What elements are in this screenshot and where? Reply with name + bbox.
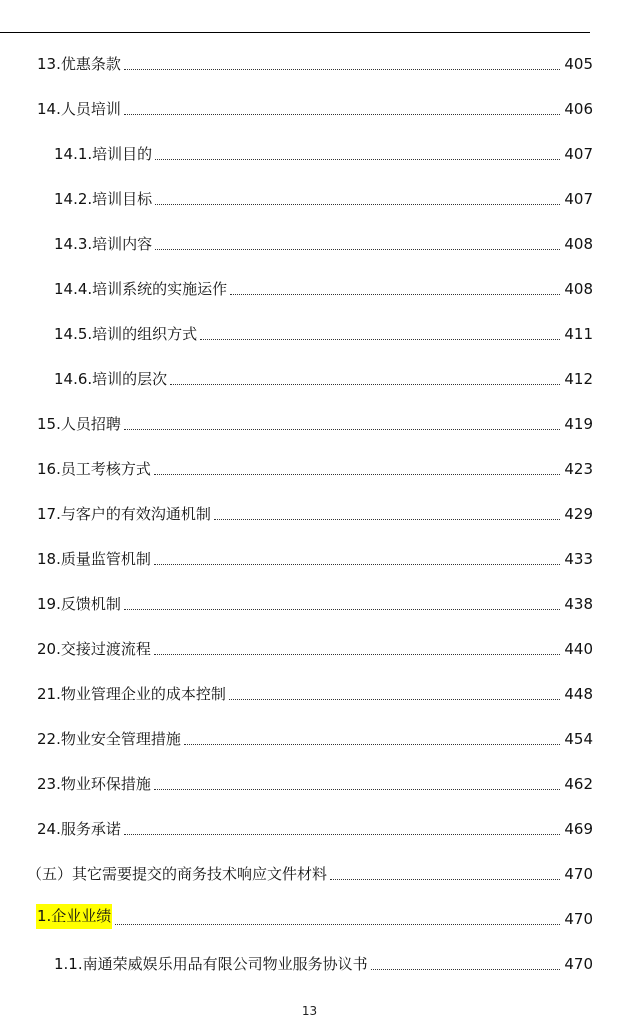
- toc-entry-title: 14.3.培训内容: [54, 235, 153, 253]
- toc-dot-leader: [124, 113, 561, 115]
- toc-entry[interactable]: [0, 230, 619, 254]
- toc-entry-title: 15.人员招聘: [37, 415, 121, 433]
- toc-dot-leader: [214, 518, 561, 520]
- toc-dot-leader: [154, 788, 561, 790]
- toc-dot-leader: [115, 923, 560, 925]
- toc-entry-page: 407: [564, 145, 593, 163]
- toc-entry-page: 411: [564, 325, 593, 343]
- toc-entry[interactable]: [0, 680, 619, 704]
- toc-entry[interactable]: [0, 365, 619, 389]
- toc-dot-leader: [230, 293, 560, 295]
- toc-entry[interactable]: [0, 590, 619, 614]
- toc-entry-title: 14.人员培训: [37, 100, 121, 118]
- toc-entry-page: 408: [564, 235, 593, 253]
- page-number: 13: [301, 1004, 318, 1018]
- toc-entry-page: 407: [564, 190, 593, 208]
- toc-entry[interactable]: [0, 815, 619, 839]
- toc-dot-leader: [124, 833, 561, 835]
- toc-entry-page: 440: [564, 640, 593, 658]
- toc-entry-page: 448: [564, 685, 593, 703]
- toc-entry-title: 14.4.培训系统的实施运作: [54, 280, 228, 298]
- toc-entry-title: 23.物业环保措施: [37, 775, 151, 793]
- toc-dot-leader: [170, 383, 560, 385]
- toc-entry[interactable]: [0, 275, 619, 299]
- toc-entry-title: 16.员工考核方式: [37, 460, 151, 478]
- toc-entry[interactable]: [0, 770, 619, 794]
- toc-entry-title: 19.反馈机制: [37, 595, 121, 613]
- toc-entry[interactable]: [0, 635, 619, 659]
- toc-entry-title: 14.6.培训的层次: [54, 370, 168, 388]
- toc-dot-leader: [154, 563, 561, 565]
- toc-entry-page: 470: [564, 955, 593, 973]
- toc-entry-page: 406: [564, 100, 593, 118]
- toc-entry[interactable]: [0, 455, 619, 479]
- toc-dot-leader: [124, 608, 561, 610]
- toc-entry-page: 429: [564, 505, 593, 523]
- toc-entry-page: 419: [564, 415, 593, 433]
- toc-entry-page: 469: [564, 820, 593, 838]
- toc-entry-title: 17.与客户的有效沟通机制: [37, 505, 211, 523]
- toc-entry-page: 470: [564, 910, 593, 928]
- toc-dot-leader: [124, 68, 561, 70]
- toc-entry[interactable]: [0, 185, 619, 209]
- toc-entry-title: 22.物业安全管理措施: [37, 730, 181, 748]
- toc-entry[interactable]: [0, 950, 619, 974]
- toc-entry-page: 412: [564, 370, 593, 388]
- toc-entry-title: 1.1.南通荣威娱乐用品有限公司物业服务协议书: [54, 955, 368, 973]
- toc-entry[interactable]: [0, 95, 619, 119]
- toc-entry[interactable]: [0, 500, 619, 524]
- toc-dot-leader: [229, 698, 561, 700]
- toc-entry-title: 18.质量监管机制: [37, 550, 151, 568]
- toc-dot-leader: [155, 158, 560, 160]
- toc-entry[interactable]: [0, 50, 619, 74]
- toc-entry[interactable]: [0, 320, 619, 344]
- toc-entry-title: 14.5.培训的组织方式: [54, 325, 198, 343]
- toc-entry-title: 13.优惠条款: [37, 55, 121, 73]
- toc-dot-leader: [154, 473, 561, 475]
- toc-entry-title: 1.企业业绩: [36, 904, 112, 929]
- toc-entry-page: 405: [564, 55, 593, 73]
- toc-entry-title: 14.2.培训目标: [54, 190, 153, 208]
- toc-entry[interactable]: [0, 905, 619, 929]
- toc-entry-page: 438: [564, 595, 593, 613]
- toc-entry-page: 470: [564, 865, 593, 883]
- toc-dot-leader: [371, 968, 561, 970]
- header-rule: [0, 32, 590, 33]
- toc-entry-title: 14.1.培训目的: [54, 145, 153, 163]
- toc-dot-leader: [200, 338, 560, 340]
- toc-entry-title: 24.服务承诺: [37, 820, 121, 838]
- toc-entry[interactable]: [0, 725, 619, 749]
- toc-entry-page: 433: [564, 550, 593, 568]
- toc-entry-title: 20.交接过渡流程: [37, 640, 151, 658]
- toc-entry[interactable]: [0, 410, 619, 434]
- toc-entry-title: 21.物业管理企业的成本控制: [37, 685, 226, 703]
- toc-entry-page: 408: [564, 280, 593, 298]
- toc-entry-page: 454: [564, 730, 593, 748]
- toc-dot-leader: [155, 248, 560, 250]
- toc-entry[interactable]: [0, 140, 619, 164]
- toc-entry-title: （五）其它需要提交的商务技术响应文件材料: [27, 865, 328, 883]
- toc-entry-page: 462: [564, 775, 593, 793]
- toc-entry[interactable]: [0, 545, 619, 569]
- toc-dot-leader: [330, 878, 560, 880]
- toc-dot-leader: [124, 428, 561, 430]
- toc-entry[interactable]: [0, 860, 619, 884]
- toc-dot-leader: [154, 653, 561, 655]
- toc-dot-leader: [184, 743, 561, 745]
- toc-dot-leader: [155, 203, 560, 205]
- toc-entry-page: 423: [564, 460, 593, 478]
